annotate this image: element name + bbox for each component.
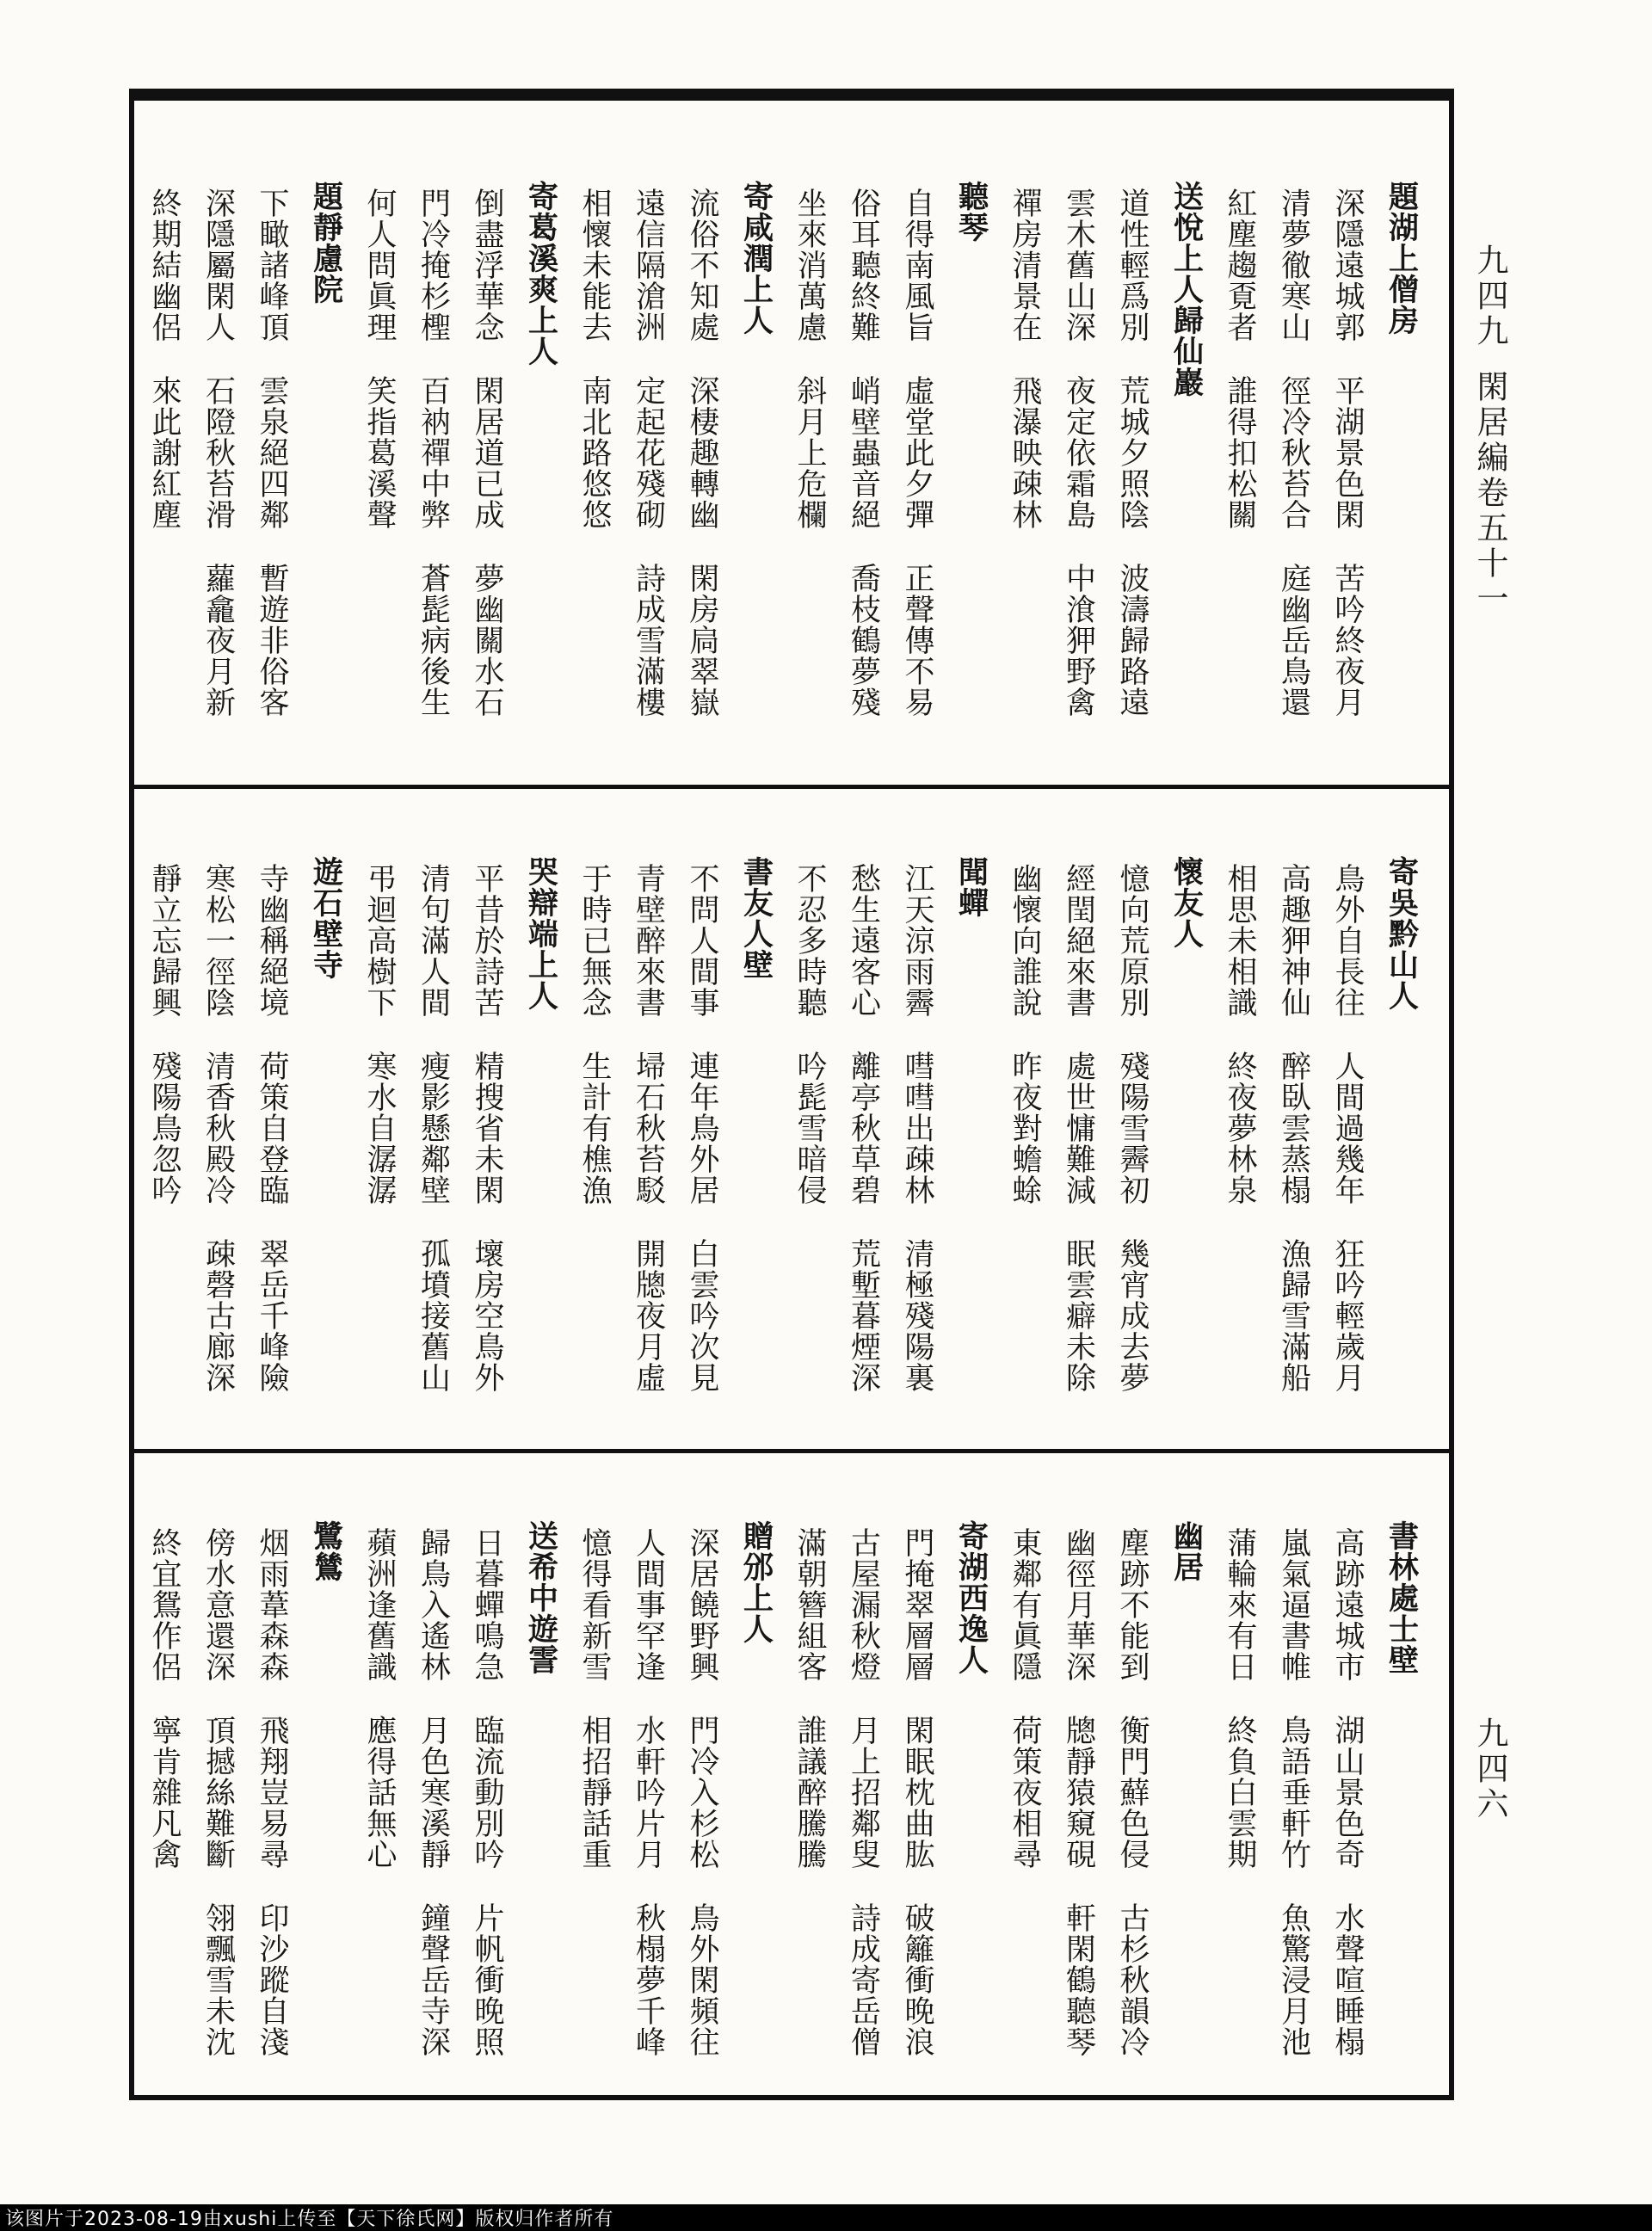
verse-phrase: 月色寒溪靜 xyxy=(416,1715,451,1870)
verse-column xyxy=(891,777,943,1439)
verse-phrase: 湖山景色奇 xyxy=(1330,1715,1365,1870)
verse-phrase: 牕靜猿窺硯 xyxy=(1061,1715,1096,1870)
poem-title-column xyxy=(1375,1441,1427,2104)
verse-phrase: 人間事罕逢 xyxy=(631,1527,666,1682)
verse-column xyxy=(784,777,835,1439)
verse-phrase: 平湖景色閑 xyxy=(1330,375,1365,530)
verse-phrase: 連年鳥外居 xyxy=(685,1051,719,1205)
verse-phrase: 夢幽關水石 xyxy=(470,563,504,718)
verse-phrase: 白雲吟次見 xyxy=(685,1238,719,1393)
verse-phrase: 深棲趣轉幽 xyxy=(685,375,719,530)
poem-title: 聽琴 xyxy=(953,181,989,243)
verse-phrase: 苦吟終夜月 xyxy=(1330,563,1365,718)
poem-title-column xyxy=(1375,102,1427,764)
verse-column xyxy=(1106,1441,1158,2104)
verse-phrase: 相思未相識 xyxy=(1223,863,1257,1018)
verse-phrase: 門掩翠層層 xyxy=(900,1527,934,1682)
verse-column xyxy=(676,102,728,764)
book-page-frame xyxy=(129,89,1454,2100)
poem-title: 書林處士壁 xyxy=(1384,1520,1419,1675)
verse-phrase: 憶得看新雪 xyxy=(577,1527,612,1682)
verse-phrase: 自得南風旨 xyxy=(900,188,934,342)
verse-phrase: 秋榻夢千峰 xyxy=(631,1902,666,2057)
verse-phrase: 弔迴高樹下 xyxy=(362,863,397,1018)
verse-phrase: 狂吟輕歲月 xyxy=(1330,1238,1365,1393)
verse-phrase: 倒盡浮華念 xyxy=(470,188,504,342)
verse-column xyxy=(837,777,889,1439)
verse-column xyxy=(192,1441,243,2104)
verse-phrase: 離亭秋草碧 xyxy=(846,1051,881,1205)
verse-phrase: 江天涼雨霽 xyxy=(900,863,934,1018)
verse-phrase: 不忍多時聽 xyxy=(792,863,827,1018)
poem-title-column xyxy=(730,1441,781,2104)
verse-phrase: 雲泉絕四鄰 xyxy=(255,375,289,530)
verse-phrase: 人間過幾年 xyxy=(1330,1051,1365,1205)
verse-phrase: 塵跡不能到 xyxy=(1115,1527,1150,1682)
watermark-bar xyxy=(0,2204,1652,2231)
verse-phrase: 印沙蹤自淺 xyxy=(255,1902,289,2057)
verse-phrase: 門冷掩杉檉 xyxy=(416,188,451,342)
text-band-3 xyxy=(146,1441,1437,2104)
verse-column xyxy=(891,102,943,764)
verse-column xyxy=(407,1441,459,2104)
verse-phrase: 于時已無念 xyxy=(577,863,612,1018)
verse-phrase: 高跡遠城市 xyxy=(1330,1527,1365,1682)
poem-title-column xyxy=(1375,777,1427,1439)
verse-phrase: 魚驚浸月池 xyxy=(1276,1902,1311,2057)
verse-phrase: 寒松一徑陰 xyxy=(200,863,236,1018)
verse-phrase: 荷策自登臨 xyxy=(255,1051,289,1205)
verse-phrase: 徑冷秋苔合 xyxy=(1276,375,1311,530)
verse-phrase: 昨夜對蟾蜍 xyxy=(1008,1051,1042,1205)
verse-phrase: 清香秋殿冷 xyxy=(200,1051,236,1205)
verse-phrase: 笑指葛溪聲 xyxy=(362,375,397,530)
verse-phrase: 百衲禪中弊 xyxy=(416,375,451,530)
verse-phrase: 深隱屬閑人 xyxy=(200,188,236,342)
verse-column xyxy=(407,777,459,1439)
poem-title-column xyxy=(1160,102,1211,764)
verse-column xyxy=(246,777,298,1439)
poem-title: 寄湖西逸人 xyxy=(953,1520,989,1675)
verse-phrase: 烟雨葦森森 xyxy=(255,1527,289,1682)
verse-phrase: 埽石秋苔駁 xyxy=(631,1051,666,1205)
poem-title: 幽居 xyxy=(1168,1520,1204,1582)
poem-title-column xyxy=(299,777,351,1439)
poem-title: 寄咸潤上人 xyxy=(738,181,774,336)
verse-phrase: 嘒嘒出疎林 xyxy=(900,1051,934,1205)
verse-phrase: 定起花殘砌 xyxy=(631,375,666,530)
verse-column xyxy=(837,102,889,764)
verse-phrase: 蒲輪來有日 xyxy=(1223,1527,1257,1682)
verse-phrase: 寧肯雜凡禽 xyxy=(147,1715,182,1870)
verse-phrase: 俗耳聽終難 xyxy=(846,188,881,342)
verse-column xyxy=(354,102,405,764)
verse-phrase: 平昔於詩苦 xyxy=(470,863,504,1018)
verse-column xyxy=(1214,102,1266,764)
verse-phrase: 傍水意還深 xyxy=(200,1527,236,1682)
verse-phrase: 眠雲癖未除 xyxy=(1061,1238,1096,1393)
verse-phrase: 高趣狎神仙 xyxy=(1276,863,1311,1018)
poem-title-column xyxy=(945,777,996,1439)
verse-phrase: 寒水自潺潺 xyxy=(362,1051,397,1205)
verse-phrase: 漁歸雪滿船 xyxy=(1276,1238,1311,1393)
verse-phrase: 嵐氣逼書帷 xyxy=(1276,1527,1311,1682)
verse-column xyxy=(999,102,1051,764)
poem-title: 鷺鷥 xyxy=(308,1520,343,1582)
verse-phrase: 相懷未能去 xyxy=(577,188,612,342)
poem-title-column xyxy=(1160,777,1211,1439)
verse-phrase: 閑房扃翠嶽 xyxy=(685,563,719,718)
verse-column xyxy=(1322,1441,1373,2104)
verse-phrase: 應得話無心 xyxy=(362,1715,397,1870)
verse-phrase: 清極殘陽裏 xyxy=(900,1238,934,1393)
verse-column xyxy=(622,777,674,1439)
verse-column xyxy=(246,102,298,764)
verse-column xyxy=(354,1441,405,2104)
verse-phrase: 青壁醉來書 xyxy=(631,863,666,1018)
poem-title: 聞蟬 xyxy=(953,856,989,918)
poem-title-column xyxy=(299,102,351,764)
verse-phrase: 峭壁蟲音絕 xyxy=(846,375,881,530)
verse-phrase: 斜月上危欄 xyxy=(792,375,827,530)
verse-phrase: 虛堂此夕彈 xyxy=(900,375,934,530)
verse-phrase: 滿朝簪組客 xyxy=(792,1527,827,1682)
poem-title: 送悅上人歸仙巖 xyxy=(1168,181,1204,398)
margin-volume-title-label: 閑居編卷五十一 xyxy=(1471,370,1508,617)
verse-phrase: 詩成寄岳僧 xyxy=(846,1902,881,2057)
poem-title: 題湖上僧房 xyxy=(1384,181,1419,336)
verse-phrase: 終夜夢林泉 xyxy=(1223,1051,1257,1205)
verse-column xyxy=(461,777,513,1439)
poem-title-column xyxy=(945,102,996,764)
verse-phrase: 憶向荒原別 xyxy=(1115,863,1150,1018)
verse-phrase: 閑居道已成 xyxy=(470,375,504,530)
verse-phrase: 愁生遠客心 xyxy=(846,863,881,1018)
poem-title: 書友人壁 xyxy=(738,856,774,980)
verse-phrase: 暫遊非俗客 xyxy=(255,563,289,718)
poem-title-column xyxy=(515,102,566,764)
verse-phrase: 瘦影懸鄰壁 xyxy=(416,1051,451,1205)
text-band-1 xyxy=(146,102,1437,764)
verse-column xyxy=(784,102,835,764)
verse-phrase: 月上招鄰叟 xyxy=(846,1715,881,1870)
verse-phrase: 雲木舊山深 xyxy=(1061,188,1096,342)
verse-column xyxy=(676,777,728,1439)
verse-column xyxy=(192,777,243,1439)
poem-title-column xyxy=(945,1441,996,2104)
verse-phrase: 誰得扣松關 xyxy=(1223,375,1257,530)
verse-phrase: 片帆衝晚照 xyxy=(470,1902,504,2057)
verse-column xyxy=(1267,102,1319,764)
verse-phrase: 歸鳥入遙林 xyxy=(416,1527,451,1682)
verse-phrase: 相招靜話重 xyxy=(577,1715,612,1870)
verse-phrase: 坐來消萬慮 xyxy=(792,188,827,342)
verse-phrase: 飛翔豈易尋 xyxy=(255,1715,289,1870)
poem-title-column xyxy=(730,102,781,764)
verse-phrase: 荒城夕照陰 xyxy=(1115,375,1150,530)
verse-column xyxy=(569,102,620,764)
verse-phrase: 石隥秋苔滑 xyxy=(200,375,236,530)
poem-title-column xyxy=(1160,1441,1211,2104)
poem-title-column xyxy=(730,777,781,1439)
verse-phrase: 流俗不知處 xyxy=(685,188,719,342)
verse-phrase: 軒閑鶴聽琴 xyxy=(1061,1902,1096,2057)
verse-column xyxy=(1267,777,1319,1439)
verse-column xyxy=(139,102,190,764)
verse-phrase: 翠岳千峰險 xyxy=(255,1238,289,1393)
verse-phrase: 深隱遠城郭 xyxy=(1330,188,1365,342)
verse-column xyxy=(1052,777,1104,1439)
verse-phrase: 門冷入杉松 xyxy=(685,1715,719,1870)
verse-phrase: 臨流動別吟 xyxy=(470,1715,504,1870)
verse-column xyxy=(461,1441,513,2104)
verse-column xyxy=(1214,1441,1266,2104)
verse-column xyxy=(139,777,190,1439)
verse-phrase: 壞房空鳥外 xyxy=(470,1238,504,1393)
verse-column xyxy=(1322,777,1373,1439)
verse-phrase: 道性輕爲別 xyxy=(1115,188,1150,342)
watermark-text: 该图片于2023-08-19由xushi上传至【天下徐氏网】版权归作者所有 xyxy=(5,2209,614,2230)
verse-phrase: 殘陽雪霽初 xyxy=(1115,1051,1150,1205)
verse-column xyxy=(569,777,620,1439)
verse-phrase: 處世慵難減 xyxy=(1061,1051,1096,1205)
verse-column xyxy=(246,1441,298,2104)
verse-column xyxy=(837,1441,889,2104)
verse-phrase: 開牕夜月虛 xyxy=(631,1238,666,1393)
verse-phrase: 正聲傳不易 xyxy=(900,563,934,718)
verse-phrase: 古杉秋韻冷 xyxy=(1115,1902,1150,2057)
verse-column xyxy=(139,1441,190,2104)
verse-phrase: 頂撼絲難斷 xyxy=(200,1715,236,1870)
verse-phrase: 波濤歸路遠 xyxy=(1115,563,1150,718)
verse-phrase: 蘿龕夜月新 xyxy=(200,563,236,718)
verse-column xyxy=(891,1441,943,2104)
verse-phrase: 鳥語垂軒竹 xyxy=(1276,1715,1311,1870)
verse-phrase: 飛瀑映疎林 xyxy=(1008,375,1042,530)
poem-title-column xyxy=(515,1441,566,2104)
verse-column xyxy=(1052,1441,1104,2104)
text-band-2 xyxy=(146,777,1437,1439)
verse-phrase: 經閏絕來書 xyxy=(1061,863,1096,1018)
poem-title: 贈邠上人 xyxy=(738,1520,774,1644)
verse-phrase: 幽徑月華深 xyxy=(1061,1527,1096,1682)
verse-column xyxy=(1322,102,1373,764)
verse-phrase: 吟髭雪暗侵 xyxy=(792,1051,827,1205)
verse-phrase: 禪房清景在 xyxy=(1008,188,1042,342)
margin-page-number-label: 九四六 xyxy=(1471,1716,1508,1822)
verse-phrase: 閑眠枕曲肱 xyxy=(900,1715,934,1870)
verse-phrase: 南北路悠悠 xyxy=(577,375,612,530)
poem-title: 寄吳黔山人 xyxy=(1384,856,1419,1011)
poem-title: 遊石壁寺 xyxy=(308,856,343,980)
poem-title: 送希中遊霅 xyxy=(523,1520,558,1675)
verse-column xyxy=(999,1441,1051,2104)
verse-phrase: 終宜鴛作侶 xyxy=(147,1527,182,1682)
verse-phrase: 破籬衝晚浪 xyxy=(900,1902,934,2057)
verse-column xyxy=(192,102,243,764)
verse-phrase: 荒塹暮煙深 xyxy=(846,1238,881,1393)
margin-volume-page-label: 九四九 xyxy=(1471,243,1508,349)
verse-column xyxy=(784,1441,835,2104)
verse-phrase: 喬枝鶴夢殘 xyxy=(846,563,881,718)
verse-phrase: 靜立忘歸興 xyxy=(147,863,182,1018)
verse-phrase: 幾宵成去夢 xyxy=(1115,1238,1150,1393)
verse-phrase: 衡門蘚色侵 xyxy=(1115,1715,1150,1870)
poem-title: 懷友人 xyxy=(1168,856,1204,949)
verse-phrase: 鳥外閑頻往 xyxy=(685,1902,719,2057)
verse-phrase: 詩成雪滿樓 xyxy=(631,563,666,718)
verse-phrase: 古屋漏秋燈 xyxy=(846,1527,881,1682)
poem-title: 哭辯端上人 xyxy=(523,856,558,1011)
verse-phrase: 精搜省未閑 xyxy=(470,1051,504,1205)
verse-phrase: 荷策夜相尋 xyxy=(1008,1715,1042,1870)
verse-column xyxy=(622,102,674,764)
verse-column xyxy=(1106,102,1158,764)
verse-column xyxy=(1214,777,1266,1439)
verse-phrase: 蘋洲逢舊識 xyxy=(362,1527,397,1682)
verse-phrase: 中湌狎野禽 xyxy=(1061,563,1096,718)
verse-column xyxy=(1267,1441,1319,2104)
verse-phrase: 不問人間事 xyxy=(685,863,719,1018)
verse-phrase: 鐘聲岳寺深 xyxy=(416,1902,451,2057)
verse-phrase: 蒼髭病後生 xyxy=(416,563,451,718)
verse-phrase: 終負白雲期 xyxy=(1223,1715,1257,1870)
verse-phrase: 深居饒野興 xyxy=(685,1527,719,1682)
verse-column xyxy=(407,102,459,764)
verse-phrase: 下瞰諸峰頂 xyxy=(255,188,289,342)
verse-phrase: 夜定依霜島 xyxy=(1061,375,1096,530)
verse-phrase: 孤墳接舊山 xyxy=(416,1238,451,1393)
verse-phrase: 生計有樵漁 xyxy=(577,1051,612,1205)
verse-phrase: 終期結幽侶 xyxy=(147,188,182,342)
verse-phrase: 水聲喧睡榻 xyxy=(1330,1902,1365,2057)
verse-column xyxy=(461,102,513,764)
poem-title: 題靜慮院 xyxy=(308,181,343,305)
verse-column xyxy=(676,1441,728,2104)
poem-title: 寄葛溪爽上人 xyxy=(523,181,558,367)
verse-phrase: 清夢徹寒山 xyxy=(1276,188,1311,342)
poem-title-column xyxy=(299,1441,351,2104)
verse-phrase: 東鄰有眞隱 xyxy=(1008,1527,1042,1682)
verse-phrase: 庭幽岳鳥還 xyxy=(1276,563,1311,718)
verse-phrase: 寺幽稱絕境 xyxy=(255,863,289,1018)
verse-phrase: 誰議醉騰騰 xyxy=(792,1715,827,1870)
verse-column xyxy=(1106,777,1158,1439)
verse-phrase: 殘陽鳥忽吟 xyxy=(147,1051,182,1205)
verse-phrase: 翎飄雪未沈 xyxy=(200,1902,236,2057)
verse-column xyxy=(569,1441,620,2104)
verse-phrase: 鳥外自長往 xyxy=(1330,863,1365,1018)
verse-column xyxy=(999,777,1051,1439)
verse-phrase: 幽懷向誰說 xyxy=(1008,863,1042,1018)
verse-phrase: 紅塵趨覔者 xyxy=(1223,188,1257,342)
verse-phrase: 清句滿人間 xyxy=(416,863,451,1018)
verse-phrase: 何人問眞理 xyxy=(362,188,397,342)
verse-phrase: 日暮蟬鳴急 xyxy=(470,1527,504,1682)
poem-title-column xyxy=(515,777,566,1439)
verse-phrase: 遠信隔滄洲 xyxy=(631,188,666,342)
verse-column xyxy=(1052,102,1104,764)
verse-column xyxy=(622,1441,674,2104)
verse-phrase: 水軒吟片月 xyxy=(631,1715,666,1870)
verse-phrase: 疎磬古廊深 xyxy=(200,1238,236,1393)
verse-column xyxy=(354,777,405,1439)
verse-phrase: 來此謝紅塵 xyxy=(147,375,182,530)
verse-phrase: 醉臥雲蒸榻 xyxy=(1276,1051,1311,1205)
